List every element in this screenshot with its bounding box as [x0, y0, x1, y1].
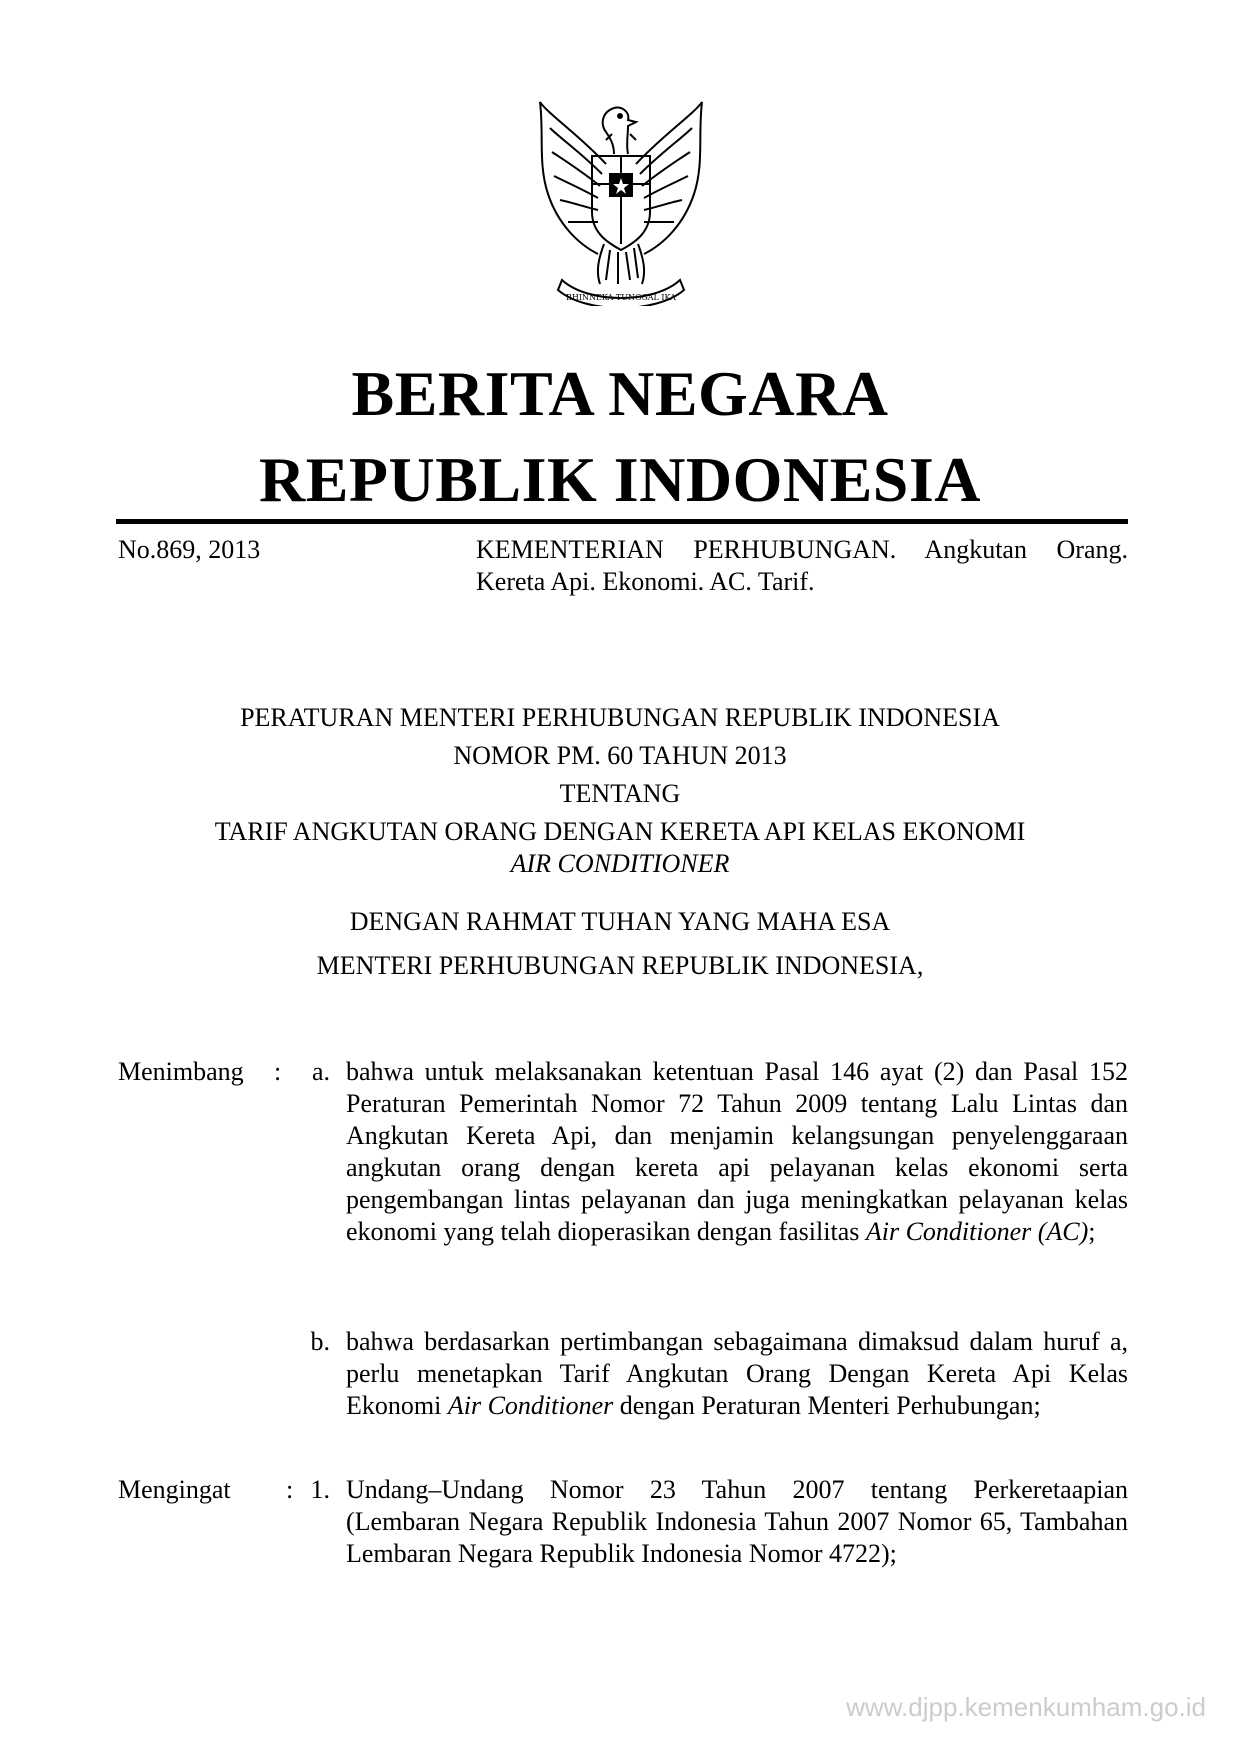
header-divider — [116, 519, 1128, 524]
menimbang-colon: : — [274, 1057, 282, 1086]
menimbang-b-text — [346, 1326, 1128, 1422]
regulation-subject-italic-line — [0, 846, 1240, 882]
menimbang-a-italic: Air Conditioner (AC) — [865, 1217, 1089, 1246]
regulation-subject-italic: AIR CONDITIONER — [510, 849, 730, 878]
gazette-title-line2: REPUBLIK INDONESIA — [258, 444, 982, 515]
regulation-tentang: TENTANG — [559, 779, 681, 808]
menimbang-label: Menimbang — [118, 1057, 244, 1086]
menimbang-a-marker: a. — [311, 1057, 330, 1086]
menimbang-b-body: bahwa berdasarkan pertimbangan sebagaimana dimaksud dalam huruf a, perlu menetapkan Tarif Angkutan Orang Dengan Kereta Api Kelas Ekonomi — [346, 1327, 1128, 1420]
gazette-title-line1: BERITA NEGARA — [351, 358, 889, 429]
menimbang-a-body: bahwa untuk melaksanakan ketentuan Pasal 146 ayat (2) dan Pasal 152 Peraturan Pemerintah Nomor 72 Tahun 2009 tentang Lalu Lintas dan Angkutan Kereta Api, dan menjamin kelangsungan penyelenggaraan angkutan orang dengan kereta api pelayanan kelas ekonomi serta pengembangan lintas pelayanan dan juga meningkatkan pelayanan kelas ekonomi yang telah dioperasikan dengan fasilitas — [346, 1057, 1128, 1246]
mengingat-colon: : — [286, 1475, 294, 1504]
mengingat-1-marker: 1. — [310, 1475, 330, 1504]
menimbang-a-end: ; — [1088, 1217, 1096, 1246]
mengingat-label: Mengingat — [118, 1475, 231, 1504]
menimbang-b-end: dengan Peraturan Menteri Perhubungan; — [619, 1391, 1041, 1420]
source-watermark: www.djpp.kemenkumham.go.id — [846, 1692, 1206, 1722]
regulation-title: PERATURAN MENTERI PERHUBUNGAN REPUBLIK INDONESIA — [240, 703, 1000, 732]
mengingat-1-text: Undang–Undang Nomor 23 Tahun 2007 tentang Perkeretaapian (Lembaran Negara Republik Indonesia Tahun 2007 Nomor 65, Tambahan Lembaran Negara Republik Indonesia Nomor 4722); — [346, 1475, 1128, 1568]
gazette-number: No.869, 2013 — [118, 535, 261, 564]
regulation-subject: TARIF ANGKUTAN ORANG DENGAN KERETA API KELAS EKONOMI — [214, 817, 1026, 846]
emblem-motto: BHINNEKA TUNGGAL IKA — [566, 293, 676, 302]
menimbang-a-text — [346, 1056, 1128, 1248]
garuda-emblem-icon — [518, 94, 724, 306]
invocation: DENGAN RAHMAT TUHAN YANG MAHA ESA — [349, 907, 891, 936]
minister-line: MENTERI PERHUBUNGAN REPUBLIK INDONESIA, — [316, 951, 924, 980]
regulation-number: NOMOR PM. 60 TAHUN 2013 — [453, 741, 787, 770]
gazette-subject: KEMENTERIAN PERHUBUNGAN. Angkutan Orang. Kereta Api. Ekonomi. AC. Tarif. — [476, 535, 1128, 596]
menimbang-b-marker: b. — [310, 1327, 330, 1356]
menimbang-b-italic: Air Conditioner — [447, 1391, 614, 1420]
